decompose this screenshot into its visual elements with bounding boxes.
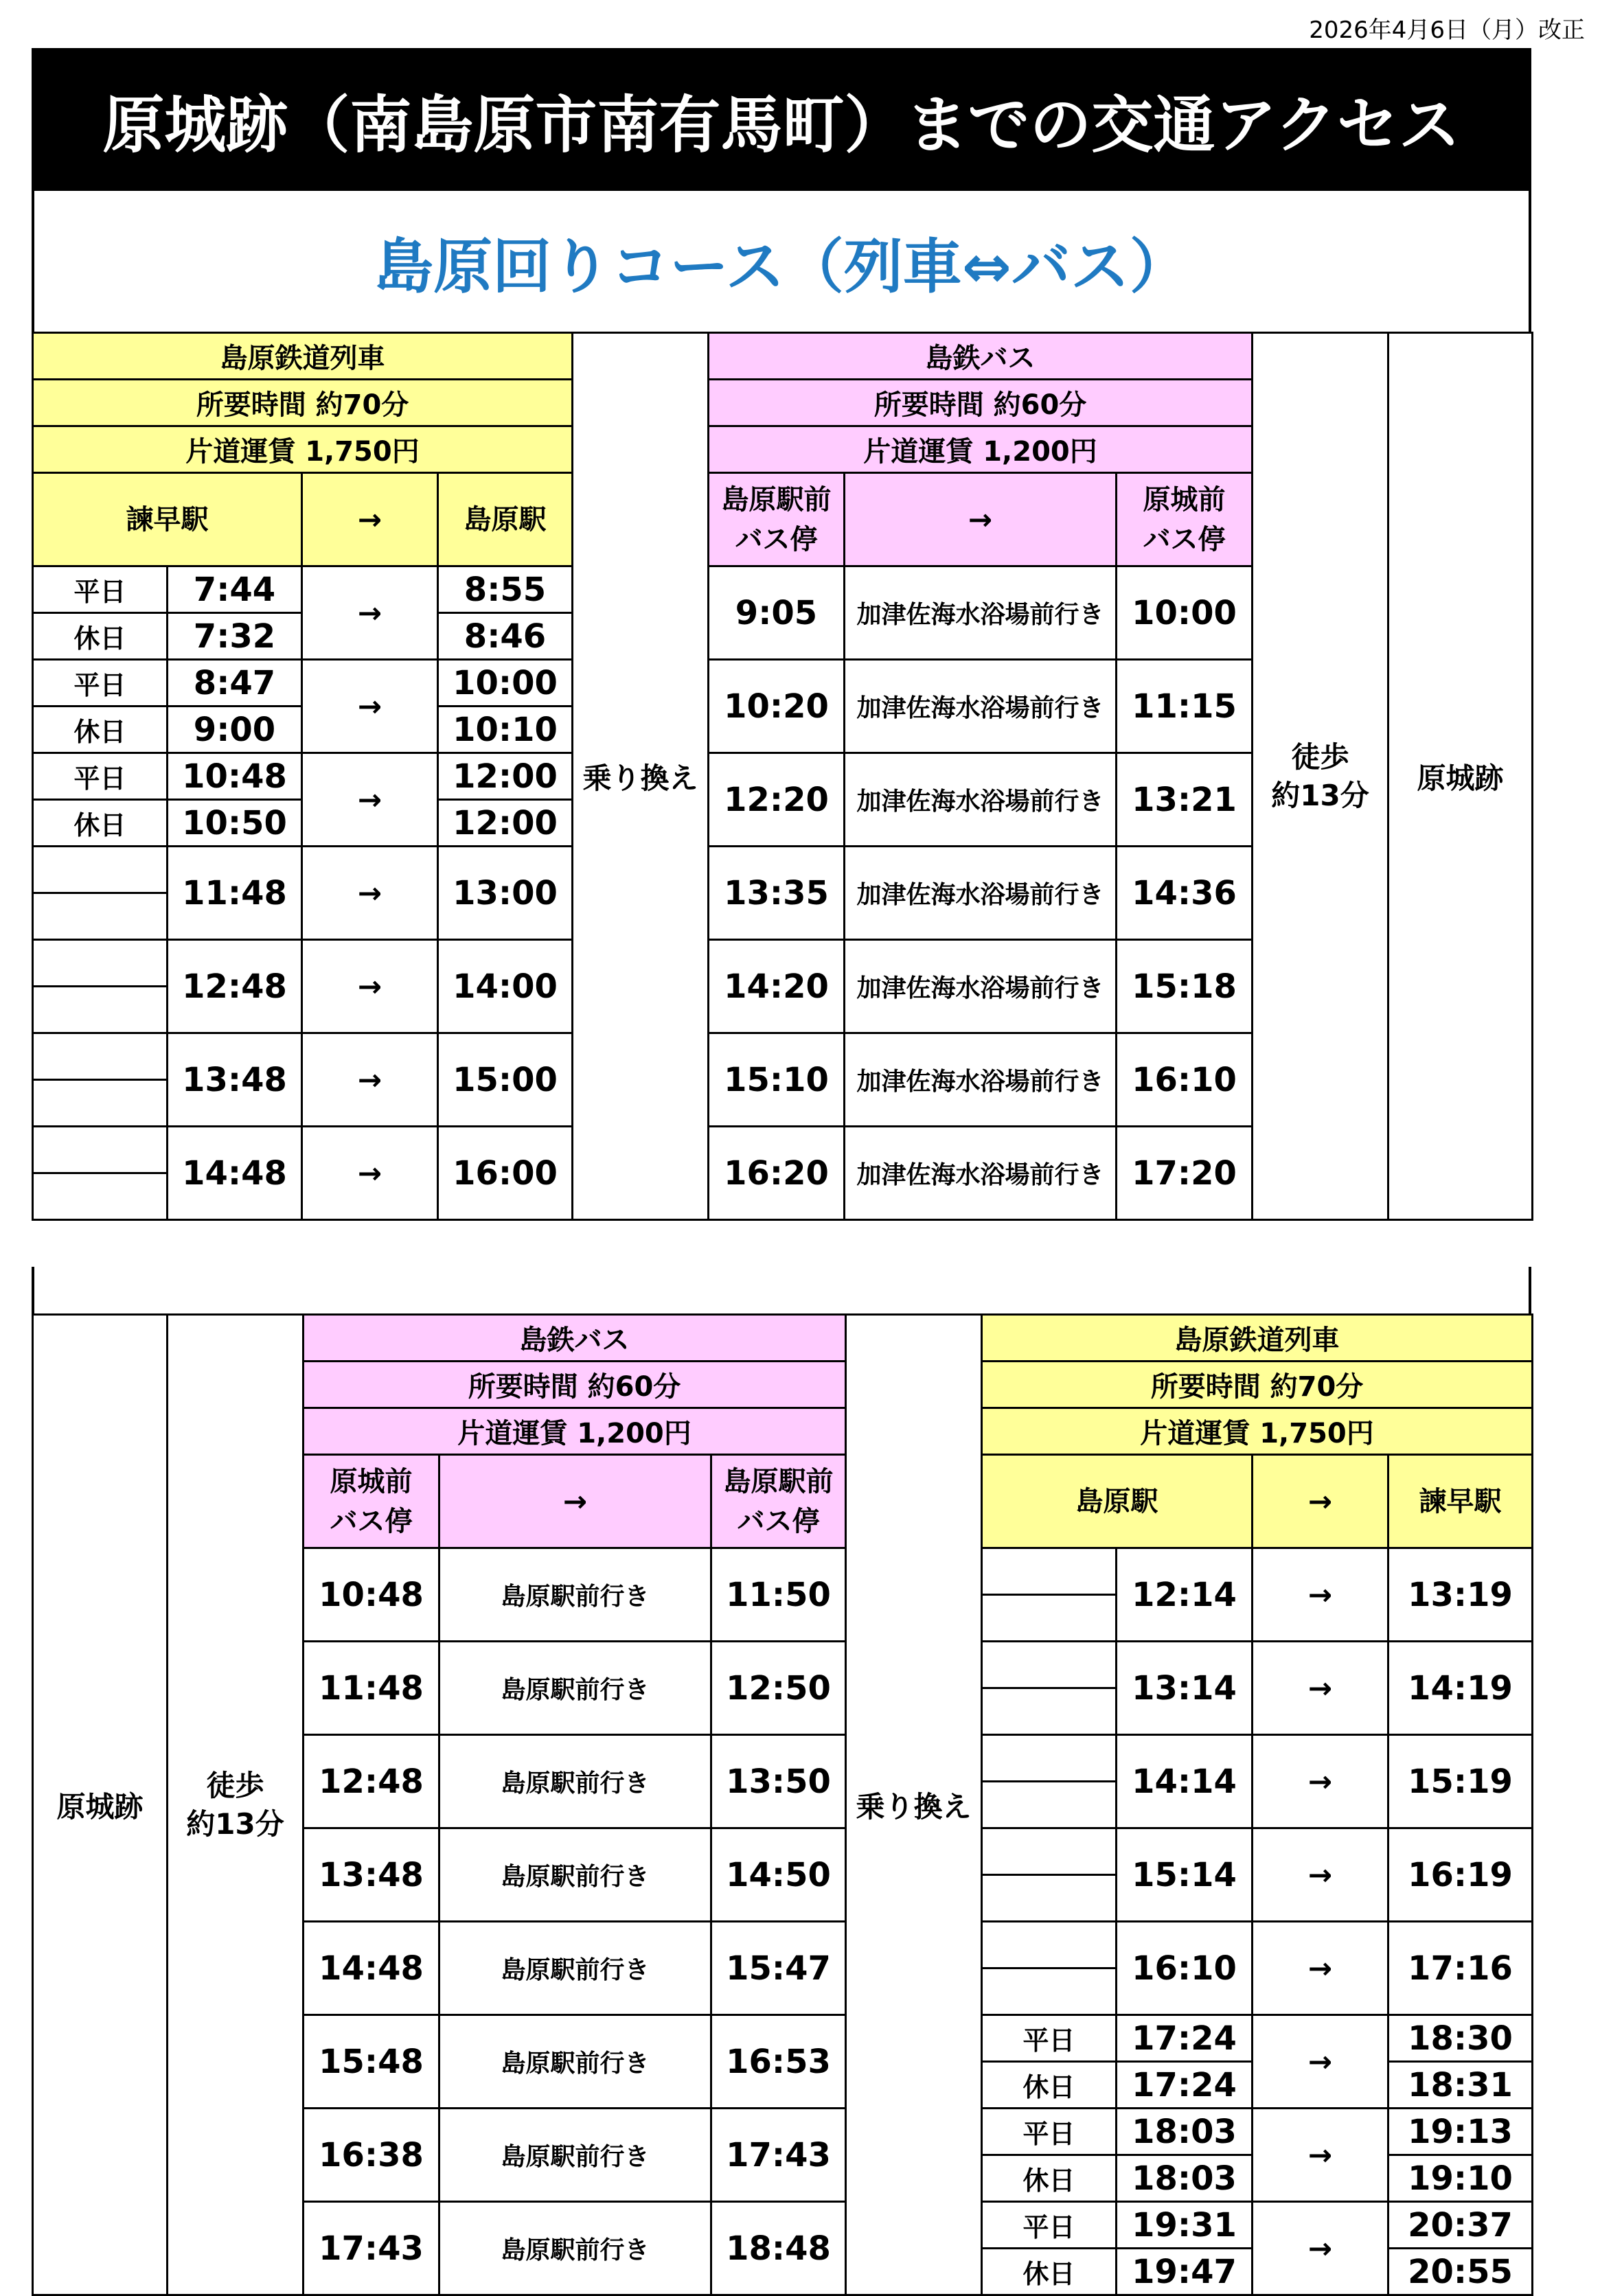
train-departure: 7:44 — [168, 566, 302, 613]
return-train-from: 島原駅 — [982, 1455, 1253, 1548]
bus-arrival: 11:50 — [711, 1548, 846, 1642]
return-timetable — [32, 1313, 1533, 2296]
train-arrival: 10:00 — [438, 660, 573, 707]
bus-destination: 島原駅前行き — [439, 2015, 711, 2109]
train-departure: 15:14 — [1117, 1828, 1253, 1922]
empty-day-cell — [982, 1735, 1117, 1782]
train-departure: 12:14 — [1117, 1548, 1253, 1642]
train-arrival: 13:19 — [1388, 1548, 1533, 1642]
bus-departure: 9:05 — [709, 566, 845, 660]
outbound-timetable — [32, 332, 1533, 1221]
train-arrival: 18:30 — [1388, 2015, 1533, 2062]
bus-departure: 13:48 — [304, 1828, 439, 1922]
empty-day-cell — [982, 1595, 1117, 1642]
train-arrival: 19:10 — [1388, 2155, 1533, 2202]
bus-destination: 加津佐海水浴場前行き — [845, 847, 1117, 940]
empty-day-cell — [982, 1642, 1117, 1688]
arrow: → — [1253, 1548, 1388, 1642]
bus-destination: 島原駅前行き — [439, 1548, 711, 1642]
bus-destination: 島原駅前行き — [439, 2109, 711, 2202]
bus-arrival: 11:15 — [1117, 660, 1253, 753]
bus-departure: 10:48 — [304, 1548, 439, 1642]
return-bus-to: 島原駅前 バス停 — [711, 1455, 846, 1548]
arrow: → — [1253, 1642, 1388, 1735]
holiday-label: 休日 — [982, 2249, 1117, 2295]
train-arrival: 13:00 — [438, 847, 573, 940]
bus-destination: 加津佐海水浴場前行き — [845, 753, 1117, 847]
train-arrival: 16:00 — [438, 1127, 573, 1220]
empty-day-cell — [33, 1127, 168, 1173]
timetable-frame — [32, 48, 1531, 2291]
weekday-label: 平日 — [982, 2202, 1117, 2249]
holiday-label: 休日 — [982, 2062, 1117, 2109]
train-departure: 13:14 — [1117, 1642, 1253, 1735]
weekday-label: 平日 — [982, 2109, 1117, 2155]
arrow: → — [302, 940, 438, 1033]
empty-day-cell — [33, 1033, 168, 1080]
train-departure: 17:24 — [1117, 2062, 1253, 2109]
bus-destination: 島原駅前行き — [439, 1642, 711, 1735]
bus-departure: 10:20 — [709, 660, 845, 753]
bus-destination: 島原駅前行き — [439, 1922, 711, 2015]
arrow: → — [1253, 2109, 1388, 2202]
train-departure: 17:24 — [1117, 2015, 1253, 2062]
return-transfer: 乗り換え — [846, 1315, 982, 2295]
train-arrival: 19:13 — [1388, 2109, 1533, 2155]
bus-destination: 加津佐海水浴場前行き — [845, 1033, 1117, 1127]
bus-arrival: 15:18 — [1117, 940, 1253, 1033]
train-arrival: 17:16 — [1388, 1922, 1533, 2015]
arrow: → — [302, 847, 438, 940]
outbound-bus-duration: 所要時間 約60分 — [709, 380, 1253, 426]
outbound-bus-to: 原城前 バス停 — [1117, 473, 1253, 566]
bus-arrival: 18:48 — [711, 2202, 846, 2295]
bus-departure: 16:20 — [709, 1127, 845, 1220]
bus-arrival: 17:43 — [711, 2109, 846, 2202]
train-arrival: 8:46 — [438, 613, 573, 660]
bus-departure: 12:48 — [304, 1735, 439, 1828]
outbound-train-fare: 片道運賃 1,750円 — [33, 426, 573, 473]
outbound-transfer: 乗り換え — [573, 333, 709, 1220]
bus-arrival: 10:00 — [1117, 566, 1253, 660]
bus-arrival: 14:50 — [711, 1828, 846, 1922]
bus-destination: 島原駅前行き — [439, 2202, 711, 2295]
course-subtitle: 島原回りコース（列車⇔バス） — [32, 191, 1531, 332]
train-arrival: 8:55 — [438, 566, 573, 613]
train-arrival: 12:00 — [438, 800, 573, 847]
train-departure: 11:48 — [168, 847, 302, 940]
bus-arrival: 13:21 — [1117, 753, 1253, 847]
weekday-label: 平日 — [982, 2015, 1117, 2062]
empty-day-cell — [33, 987, 168, 1033]
arrow: → — [1253, 1828, 1388, 1922]
train-departure: 18:03 — [1117, 2155, 1253, 2202]
outbound-train-name: 島原鉄道列車 — [33, 333, 573, 380]
train-departure: 10:48 — [168, 753, 302, 800]
bus-departure: 12:20 — [709, 753, 845, 847]
train-arrival: 10:10 — [438, 707, 573, 753]
return-origin: 原城跡 — [33, 1315, 168, 2295]
train-departure: 12:48 — [168, 940, 302, 1033]
train-departure: 7:32 — [168, 613, 302, 660]
outbound-train-from: 諫早駅 — [33, 473, 302, 566]
return-train-to: 諫早駅 — [1388, 1455, 1533, 1548]
bus-arrival: 14:36 — [1117, 847, 1253, 940]
weekday-label: 平日 — [33, 660, 168, 707]
holiday-label: 休日 — [33, 707, 168, 753]
train-departure: 14:14 — [1117, 1735, 1253, 1828]
bus-destination: 島原駅前行き — [439, 1828, 711, 1922]
bus-destination: 加津佐海水浴場前行き — [845, 940, 1117, 1033]
section-gap — [32, 1267, 1531, 1313]
train-arrival: 20:37 — [1388, 2202, 1533, 2249]
bus-arrival: 16:10 — [1117, 1033, 1253, 1127]
train-departure: 19:31 — [1117, 2202, 1253, 2249]
arrow: → — [302, 753, 438, 847]
outbound-train-to: 島原駅 — [438, 473, 573, 566]
arrow: → — [439, 1455, 711, 1548]
bus-departure: 14:48 — [304, 1922, 439, 2015]
bus-arrival: 15:47 — [711, 1922, 846, 2015]
empty-day-cell — [982, 1782, 1117, 1828]
train-departure: 16:10 — [1117, 1922, 1253, 2015]
bus-departure: 16:38 — [304, 2109, 439, 2202]
arrow: → — [1253, 1455, 1388, 1548]
bus-arrival: 13:50 — [711, 1735, 846, 1828]
arrow: → — [302, 566, 438, 660]
bus-arrival: 12:50 — [711, 1642, 846, 1735]
empty-day-cell — [33, 1173, 168, 1220]
arrow: → — [1253, 1735, 1388, 1828]
holiday-label: 休日 — [33, 800, 168, 847]
return-bus-fare: 片道運賃 1,200円 — [304, 1408, 846, 1455]
outbound-train-duration: 所要時間 約70分 — [33, 380, 573, 426]
bus-departure: 11:48 — [304, 1642, 439, 1735]
return-train-fare: 片道運賃 1,750円 — [982, 1408, 1533, 1455]
arrow: → — [302, 1127, 438, 1220]
train-departure: 13:48 — [168, 1033, 302, 1127]
bus-destination: 島原駅前行き — [439, 1735, 711, 1828]
arrow: → — [845, 473, 1117, 566]
return-train-name: 島原鉄道列車 — [982, 1315, 1533, 1362]
empty-day-cell — [982, 1875, 1117, 1922]
holiday-label: 休日 — [982, 2155, 1117, 2202]
revision-date: 2026年4月6日（月）改正 — [1309, 16, 1585, 44]
arrow: → — [1253, 1922, 1388, 2015]
train-departure: 8:47 — [168, 660, 302, 707]
arrow: → — [1253, 2202, 1388, 2295]
return-bus-duration: 所要時間 約60分 — [304, 1362, 846, 1408]
bus-departure: 14:20 — [709, 940, 845, 1033]
train-departure: 9:00 — [168, 707, 302, 753]
train-arrival: 16:19 — [1388, 1828, 1533, 1922]
outbound-walk: 徒歩 約13分 — [1253, 333, 1388, 1220]
empty-day-cell — [33, 1080, 168, 1127]
outbound-destination: 原城跡 — [1388, 333, 1533, 1220]
train-arrival: 15:19 — [1388, 1735, 1533, 1828]
empty-day-cell — [982, 1922, 1117, 1968]
holiday-label: 休日 — [33, 613, 168, 660]
bus-destination: 加津佐海水浴場前行き — [845, 660, 1117, 753]
bus-departure: 15:10 — [709, 1033, 845, 1127]
return-bus-name: 島鉄バス — [304, 1315, 846, 1362]
empty-day-cell — [33, 940, 168, 987]
empty-day-cell — [33, 893, 168, 940]
arrow: → — [302, 473, 438, 566]
train-departure: 14:48 — [168, 1127, 302, 1220]
train-departure: 10:50 — [168, 800, 302, 847]
bus-destination: 加津佐海水浴場前行き — [845, 1127, 1117, 1220]
return-train-duration: 所要時間 約70分 — [982, 1362, 1533, 1408]
return-bus-from: 原城前 バス停 — [304, 1455, 439, 1548]
arrow: → — [302, 660, 438, 753]
train-arrival: 20:55 — [1388, 2249, 1533, 2295]
empty-day-cell — [982, 1688, 1117, 1735]
outbound-bus-fare: 片道運賃 1,200円 — [709, 426, 1253, 473]
bus-departure: 13:35 — [709, 847, 845, 940]
train-departure: 19:47 — [1117, 2249, 1253, 2295]
bus-departure: 15:48 — [304, 2015, 439, 2109]
return-walk: 徒歩 約13分 — [168, 1315, 304, 2295]
page-title: 原城跡（南島原市南有馬町）までの交通アクセス — [32, 48, 1531, 191]
bus-arrival: 16:53 — [711, 2015, 846, 2109]
empty-day-cell — [982, 1828, 1117, 1875]
empty-day-cell — [982, 1968, 1117, 2015]
train-arrival: 15:00 — [438, 1033, 573, 1127]
arrow: → — [1253, 2015, 1388, 2109]
bus-departure: 17:43 — [304, 2202, 439, 2295]
train-departure: 18:03 — [1117, 2109, 1253, 2155]
train-arrival: 14:19 — [1388, 1642, 1533, 1735]
weekday-label: 平日 — [33, 753, 168, 800]
outbound-bus-name: 島鉄バス — [709, 333, 1253, 380]
empty-day-cell — [982, 1548, 1117, 1595]
train-arrival: 14:00 — [438, 940, 573, 1033]
bus-destination: 加津佐海水浴場前行き — [845, 566, 1117, 660]
arrow: → — [302, 1033, 438, 1127]
outbound-bus-from: 島原駅前 バス停 — [709, 473, 845, 566]
weekday-label: 平日 — [33, 566, 168, 613]
empty-day-cell — [33, 847, 168, 893]
bus-arrival: 17:20 — [1117, 1127, 1253, 1220]
train-arrival: 12:00 — [438, 753, 573, 800]
train-arrival: 18:31 — [1388, 2062, 1533, 2109]
